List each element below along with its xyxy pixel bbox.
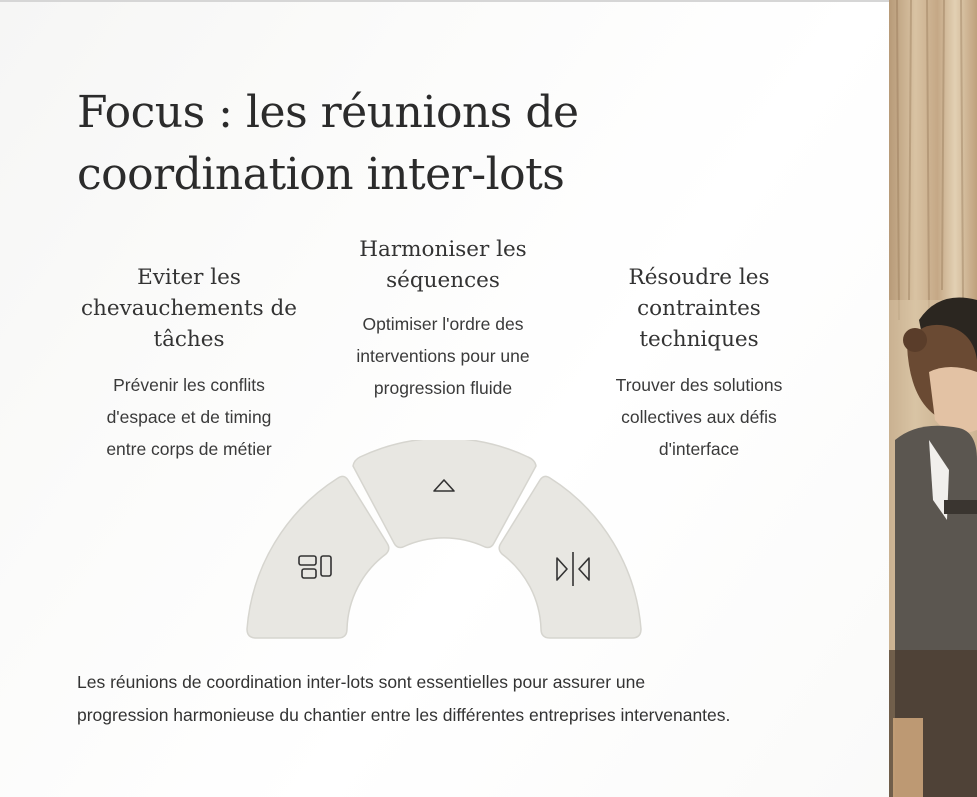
item-harmonize-sequences: [332, 234, 554, 404]
item-resolve-constraints: [588, 262, 810, 465]
description-line: interventions pour une: [356, 346, 530, 366]
footer-line: Les réunions de coordination inter-lots sont essentielles pour assurer une: [77, 672, 646, 692]
slide: [0, 2, 889, 797]
item-heading: [332, 234, 554, 296]
heading-line: séquences: [386, 268, 500, 293]
item-avoid-overlaps: [78, 262, 300, 465]
heading-line: Eviter les: [137, 265, 241, 290]
title-line: Focus : les réunions de: [77, 87, 579, 138]
slide-title: [77, 82, 637, 206]
meeting-photo: [889, 0, 977, 797]
description-line: Prévenir les conflits: [113, 375, 265, 395]
heading-line: techniques: [639, 327, 759, 352]
item-heading: [78, 262, 300, 355]
arc-segment-left: [247, 476, 389, 638]
description-line: d'espace et de timing: [106, 407, 272, 427]
heading-line: contraintes: [637, 296, 761, 321]
item-description: [332, 308, 554, 404]
footer-paragraph: [77, 666, 837, 732]
heading-line: tâches: [153, 327, 225, 352]
description-line: collectives aux défis: [621, 407, 777, 427]
description-line: entre corps de métier: [106, 439, 272, 459]
heading-line: Résoudre les: [628, 265, 770, 290]
footer-line: progression harmonieuse du chantier entre les différentes entreprises intervenantes.: [77, 705, 731, 725]
heading-line: chevauchements de: [81, 296, 297, 321]
description-line: Optimiser l'ordre des: [362, 314, 524, 334]
heading-line: Harmoniser les: [359, 237, 527, 262]
description-line: Trouver des solutions: [615, 375, 783, 395]
item-heading: [588, 262, 810, 355]
meeting-photo-illustration: [889, 0, 977, 797]
description-line: d'interface: [658, 439, 740, 459]
title-line: coordination inter-lots: [77, 149, 565, 200]
description-line: progression fluide: [373, 378, 513, 398]
arc-segment-right: [499, 476, 641, 638]
semicircle-diagram: [240, 440, 648, 644]
